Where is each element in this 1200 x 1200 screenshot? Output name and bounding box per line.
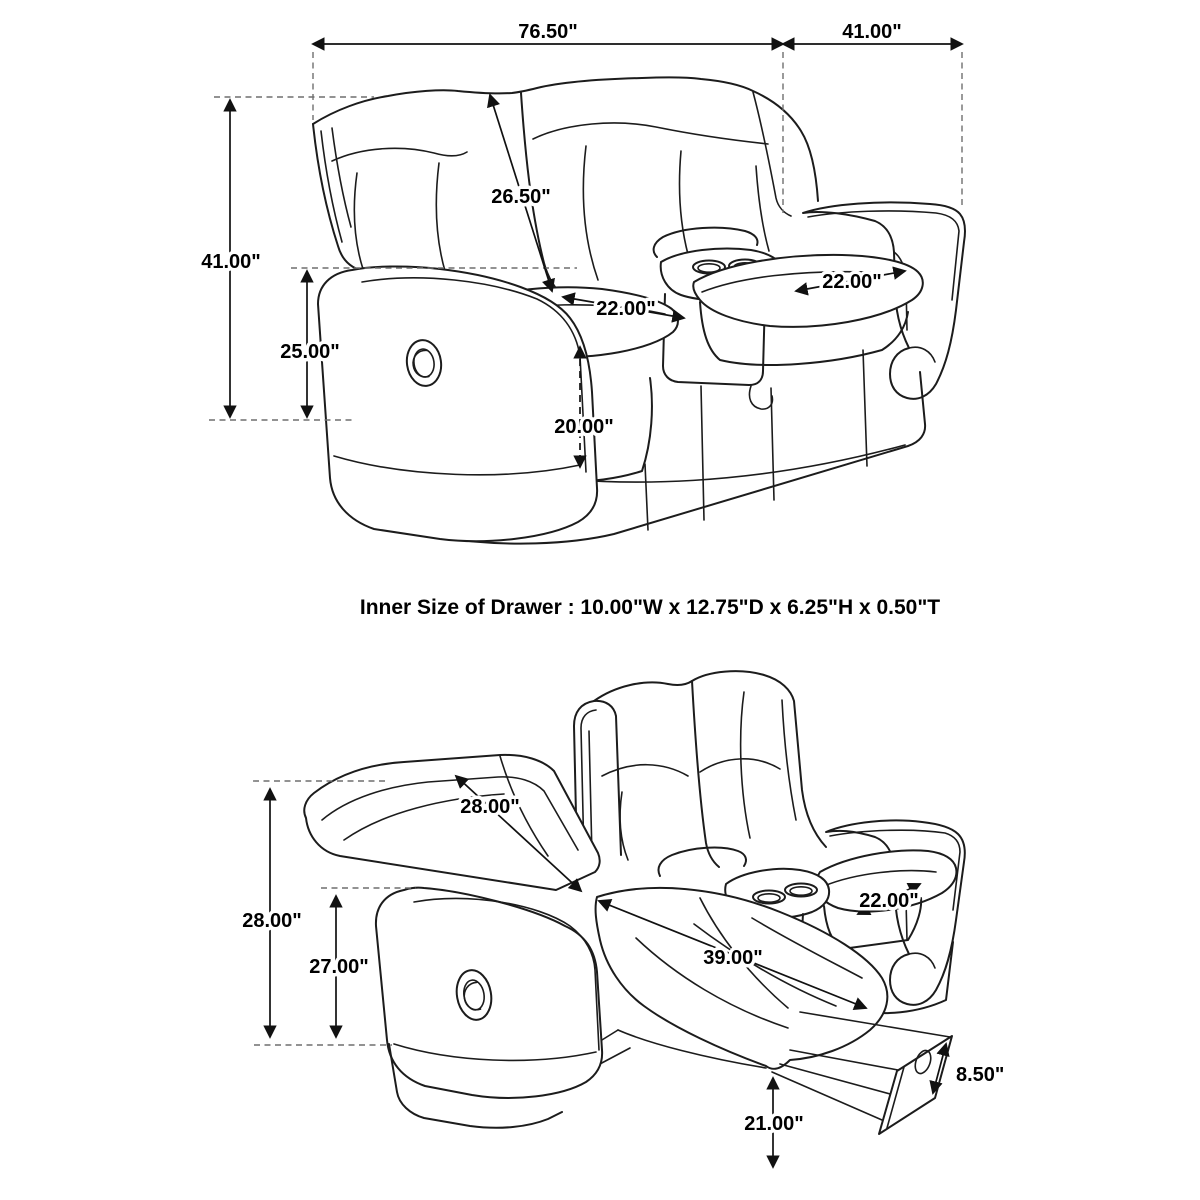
footrest-rail: [790, 1050, 898, 1070]
upright-view: [201, 21, 965, 544]
reclined-back-length-label: 28.00": [460, 796, 520, 818]
overall-height-label: 41.00": [201, 251, 261, 273]
reclined-arm-height-label: 27.00": [309, 956, 369, 978]
headrest-seam-right: [533, 123, 768, 144]
footrest-floor-clearance-label: 21.00": [744, 1113, 804, 1135]
reclined-seat-width-label: 22.00": [859, 890, 919, 912]
overall-depth-label: 41.00": [842, 21, 902, 43]
right-seat-width-label: 22.00": [822, 271, 882, 293]
footrest-rail: [780, 1064, 890, 1094]
overall-width-label: 76.50": [518, 21, 578, 43]
headrest-seam-left: [332, 148, 467, 161]
seat-back-length-label: 26.50": [491, 186, 551, 208]
left-back-pillar: [313, 124, 363, 271]
drawer-size-note: Inner Size of Drawer : 10.00"W x 12.75"D x 6.25"H x 0.50"T: [359, 596, 941, 619]
reclined-right-back-top: [594, 671, 826, 847]
left-arm: [318, 266, 597, 541]
reclined-console-lid: [659, 848, 747, 876]
arm-height-label: 25.00": [280, 341, 340, 363]
reclined-back-slab: [304, 755, 599, 890]
reclined-view: [242, 671, 1004, 1167]
drawer-pull: [749, 386, 772, 409]
reclined-left-arm: [376, 888, 602, 1098]
reclined-seat: [596, 888, 888, 1069]
reclined-overall-height-label: 28.00": [242, 910, 302, 932]
footrest-height-label: 8.50": [956, 1064, 1005, 1086]
seat-height-label: 20.00": [554, 416, 614, 438]
reclined-seat-length-label: 39.00": [703, 947, 763, 969]
back-top-edge: [313, 77, 818, 201]
left-seat-width-label: 22.00": [596, 298, 656, 320]
